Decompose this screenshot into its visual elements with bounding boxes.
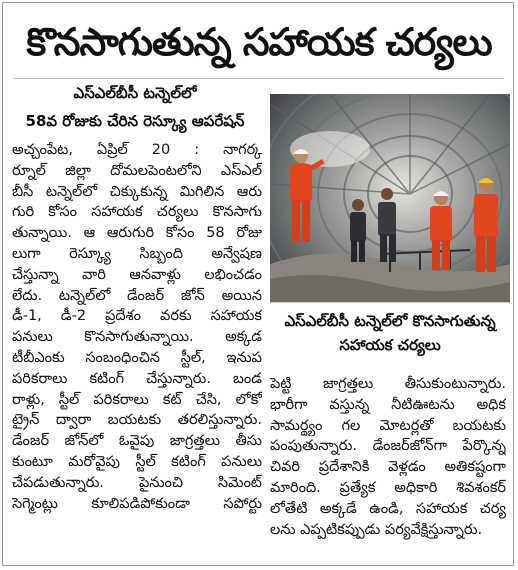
caption-line-2: సహాయక చర్యలు bbox=[339, 336, 441, 354]
article-line: బీసీ టన్నెల్‌లో చిక్కుకున్న మిగిలిన ఆరు bbox=[12, 183, 262, 200]
article-column-left bbox=[12, 140, 262, 514]
article-column-right bbox=[270, 374, 506, 540]
article-line: లేదు. టన్నెల్‌లో డేంజర్ జోన్ అయిన bbox=[12, 287, 262, 304]
article-line: చేపడుతున్నారు. పైనుంచి సిమెంట్ bbox=[12, 474, 262, 491]
article-line: డీ-1, డీ-2 ప్రదేశం వరకు సహాయక bbox=[12, 308, 262, 325]
subheading-line-2: 58వ రోజుకు చేరిన రెస్క్యూ ఆపరేషన్ bbox=[25, 112, 245, 130]
article-line: కుంటూ మరోవైపు స్టీల్ కటింగ్ పనులు bbox=[12, 453, 262, 470]
article-line: మారింది. ప్రత్యేక అధికారి శివశంకర్ bbox=[270, 479, 506, 496]
headline-divider bbox=[14, 78, 504, 79]
article-line: పరికరాలు కటింగ్ చేస్తున్నారు. బండ bbox=[12, 370, 262, 387]
tunnel-rescue-photo bbox=[270, 94, 510, 302]
article-line: అచ్చంపేట, ఏప్రిల్ 20 : నాగర్క bbox=[12, 142, 262, 158]
article-line: ర్నూల్ జిల్లా దోమలపెంటలోని ఎస్ఎల్ bbox=[12, 162, 262, 179]
article-line: పెట్టి జాగ్రత్తలు తీసుకుంటున్నారు. bbox=[270, 376, 506, 392]
article-line: లుగా రెస్క్యూ సిబ్బంది అన్వేషణ bbox=[12, 245, 262, 262]
photo-caption bbox=[270, 302, 510, 365]
article-line: చేస్తున్నా వారి ఆనవాళ్లు లభించడం bbox=[12, 266, 262, 283]
headline: కొనసాగుతున్న సహాయక చర్యలు bbox=[26, 20, 492, 64]
caption-line-1: ఎస్‌ఎల్‌బీసీ టన్నెల్‌లో కొనసాగుతున్న bbox=[284, 312, 496, 330]
article-line: తున్నాయి. ఆ ఆరుగురి కోసం 58 రోజు bbox=[12, 225, 262, 242]
article-line: లోతేటి అక్కడే ఉండి, సహాయక చర్య bbox=[270, 500, 506, 517]
article-line: డేంజర్ జోన్‌లో ఓవైపు జాగ్రత్తలు తీసు bbox=[12, 433, 262, 450]
article-line: రాళ్లు, స్టీల్ పరికరాలు కట్ చేసి, లోకో bbox=[12, 391, 262, 408]
article-line: సామర్థ్యం గల మోటర్లతో బయటకు bbox=[270, 417, 506, 434]
article-line: సెగ్మెంట్లు కూలిపడిపోకుండా సపోర్టు bbox=[12, 495, 262, 512]
article-line: చివరి ప్రదేశానికి వెళ్లడం అతికష్టంగా bbox=[270, 459, 506, 476]
article-line: భారీగా వస్తున్న నీటిఊటను అధిక bbox=[270, 396, 506, 413]
article-line: పంపుతున్నారు. డేంజర్‌జోన్‌గా పేర్కొన్న bbox=[270, 438, 506, 455]
article-line: లను ఎప్పటికప్పుడు పర్యవేక్షిస్తున్నారు. bbox=[270, 521, 483, 538]
article-line: గురి కోసం సహాయక చర్యలు కొనసాగు bbox=[12, 204, 262, 221]
article-line: టీబీఎంకు సంబంధించిన స్టీల్, ఇనుప bbox=[12, 349, 262, 366]
article-line: పనులు కొనసాగుతున్నాయి. అక్కడ bbox=[12, 329, 262, 346]
article-line: ట్రైన్ ద్వారా బయటకు తరలిస్తున్నారు. bbox=[12, 412, 262, 429]
subheading-line-1: ఎస్‌ఎల్‌బీసీ టన్నెల్‌లో bbox=[73, 84, 197, 102]
